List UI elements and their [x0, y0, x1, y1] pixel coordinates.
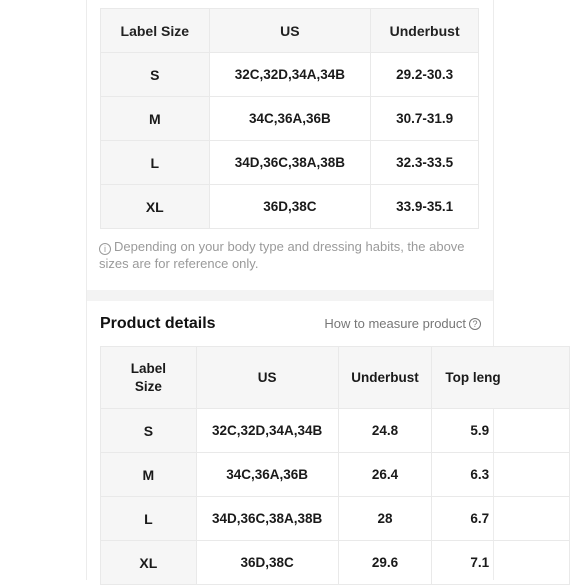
- top-length-value: 6.3: [432, 453, 570, 497]
- size-label: L: [101, 141, 210, 185]
- how-to-measure-link[interactable]: [324, 316, 481, 331]
- how-to-measure-label: How to measure product: [324, 316, 466, 331]
- underbust-value: 29.6: [338, 541, 432, 585]
- size-label: XL: [101, 185, 210, 229]
- top-length-value: 6.7: [432, 497, 570, 541]
- size-label: L: [101, 497, 197, 541]
- header-us: US: [209, 9, 371, 53]
- info-icon: i: [99, 243, 111, 255]
- header-us: US: [196, 347, 338, 409]
- table-row: [101, 141, 479, 185]
- header-label-size: Label Size: [101, 347, 197, 409]
- details-table-header: [101, 347, 570, 409]
- underbust-range: 30.7-31.9: [371, 97, 479, 141]
- underbust-value: 24.8: [338, 409, 432, 453]
- underbust-value: 28: [338, 497, 432, 541]
- us-sizes: 32C,32D,34A,34B: [196, 409, 338, 453]
- reference-note-text: Depending on your body type and dressing habits, the above sizes are for reference only.: [99, 239, 465, 271]
- top-length-value: 7.1: [432, 541, 570, 585]
- size-label: S: [101, 409, 197, 453]
- size-label: XL: [101, 541, 197, 585]
- header-top-length: Top leng: [432, 347, 570, 409]
- us-sizes: 32C,32D,34A,34B: [209, 53, 371, 97]
- size-reference-table: [100, 8, 479, 229]
- underbust-range: 29.2-30.3: [371, 53, 479, 97]
- us-sizes: 36D,38C: [196, 541, 338, 585]
- table-row: [101, 97, 479, 141]
- us-sizes: 36D,38C: [209, 185, 371, 229]
- size-table-header: [101, 9, 479, 53]
- reference-note: [99, 238, 469, 272]
- table-row: [101, 453, 570, 497]
- product-details-scroll[interactable]: [100, 346, 501, 580]
- underbust-value: 26.4: [338, 453, 432, 497]
- underbust-range: 33.9-35.1: [371, 185, 479, 229]
- header-underbust: Underbust: [371, 9, 479, 53]
- table-row: [101, 497, 570, 541]
- underbust-range: 32.3-33.5: [371, 141, 479, 185]
- table-row: [101, 185, 479, 229]
- question-circle-icon: ?: [469, 318, 481, 330]
- header-underbust: Underbust: [338, 347, 432, 409]
- size-guide-page: [87, 0, 501, 580]
- us-sizes: 34D,36C,38A,38B: [209, 141, 371, 185]
- size-label: M: [101, 97, 210, 141]
- table-row: [101, 541, 570, 585]
- section-divider: [87, 290, 493, 301]
- header-label-size: Label Size: [101, 9, 210, 53]
- us-sizes: 34C,36A,36B: [209, 97, 371, 141]
- us-sizes: 34C,36A,36B: [196, 453, 338, 497]
- top-length-value: 5.9: [432, 409, 570, 453]
- section-title: Product details: [100, 315, 216, 332]
- size-label: S: [101, 53, 210, 97]
- size-label: M: [101, 453, 197, 497]
- us-sizes: 34D,36C,38A,38B: [196, 497, 338, 541]
- table-row: [101, 409, 570, 453]
- table-row: [101, 53, 479, 97]
- product-details-table: [100, 346, 570, 585]
